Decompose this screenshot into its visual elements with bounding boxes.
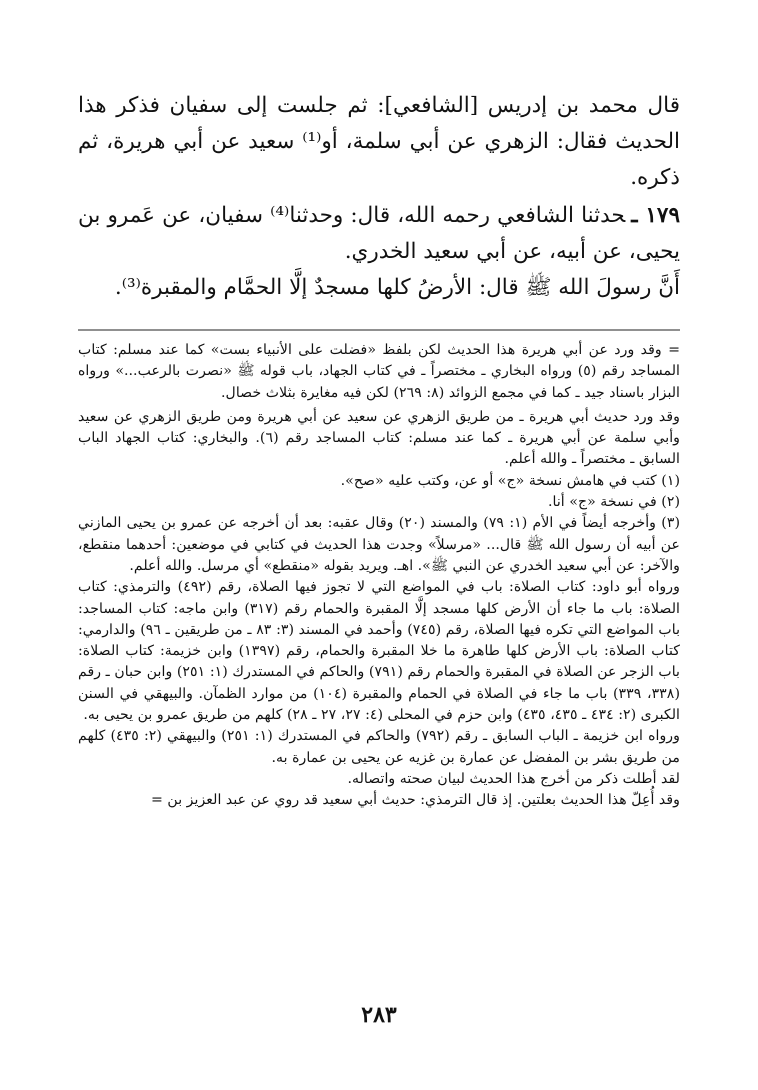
hadith-isnad: حدثنا الشافعي رحمه الله، قال: وحدثنا⁽⁴⁾ سفيان، عن عَمرو بن يحيى، عن أبيه، عن أبي سعيد الخدري.	[78, 203, 680, 264]
narration-paragraph: قال محمد بن إدريس [الشافعي]: ثم جلست إلى سفيان فذكر هذا الحديث فقال: الزهري عن أبي سلمة، أو⁽¹⁾ سعيد عن أبي هريرة، ثم ذكره.	[78, 93, 680, 190]
footnote-3-sources: ورواه أبو داود: كتاب الصلاة: باب في المواضع التي لا تجوز فيها الصلاة، رقم (٤٩٢) والترمذي: كتاب الصلاة: باب ما جاء أن الأرض كلها مسجد إلَّا المقبرة والحمام رقم (٣١٧) وابن ماجه: كتاب المساجد: باب المواضع التي تكره فيها الصلاة، رقم (٧٤٥) وأحمد في المسند (٣: ٨٣ ـ من طريقين ـ ٩٦) والدارمي: كتاب الصلاة: باب الأرض كلها طاهرة ما خلا المقبرة والحمام، رقم (١٣٩٧) وابن خزيمة: كتاب الصلاة: باب الزجر عن الصلاة في المقبرة والحمام رقم (٧٩١) والحاكم في المستدرك (١: ٢٥١) وابن حبان ـ رقم (٣٣٨، ٣٣٩) باب ما جاء في الصلاة في الحمام والمقبرة (١٠٤) من موارد الظمآن. والبيهقي في السنن الكبرى (٢: ٤٣٤ ـ ٤٣٥، ٤٣٥) وابن حزم في المحلى (٤: ٢٧، ٢٧ ـ ٢٨) كلهم من طريق عمرو بن يحيى به.	[78, 579, 681, 724]
hadith-179	[78, 198, 680, 270]
footnote-2: (٢) في نسخة «ج» أنا.	[548, 494, 680, 511]
footnotes	[78, 340, 680, 812]
footnote-continuation: = وقد ورد عن أبي هريرة هذا الحديث لكن بلفظ «فضلت على الأنبياء بست» كما عند مسلم: كتاب المساجد رقم (٥) ورواه البخاري ـ مختصراً ـ في كتاب الجهاد، باب قوله ﷺ «نصرت بالرعب...» ورواه البزار باسناد جيد ـ كما في مجمع الزوائد (٨: ٢٦٩) لكن فيه مغايرة بثلاث خصال.	[78, 342, 680, 401]
footnote-separator	[78, 329, 680, 331]
footnote-continuation: وقد ورد حديث أبي هريرة ـ من طريق الزهري عن سعيد عن أبي هريرة ومن طريق الزهري عن سعيد وأبي سلمة عن أبي هريرة ـ كما عند مسلم: كتاب المساجد رقم (٦). والبخاري: كتاب الجهاد الباب السابق ـ مختصراً ـ والله أعلم.	[78, 408, 680, 468]
hadith-matn: أَنَّ رسولَ الله ﷺ قال: الأرضُ كلها مسجدٌ إلَّا الحمَّام والمقبرة⁽³⁾.	[114, 275, 680, 300]
page-number: ٢٨٣	[361, 1002, 397, 1028]
footnote-3: (٣) وأخرجه أيضاً في الأم (١: ٧٩) والمسند (٢٠) وقال عقبه: بعد أن أخرجه عن عمرو بن يحيى المازني عن أبيه أن رسول الله ﷺ قال... «مرسلاً» وجدت هذا الحديث في كتابي في موضعين: أحدهما منقطع، والآخر: عن أبي سعيد الخدري عن النبي ﷺ». اهـ. ويريد بقوله «منقطع» أي مرسل. والله أعلم.	[78, 515, 681, 574]
footnote-3-note: وقد أُعِلّ هذا الحديث بعلتين. إذ قال الترمذي: حديث أبي سعيد قد روي عن عبد العزيز بن =	[151, 792, 680, 809]
footnote-1: (١) كتب في هامش نسخة «ج» أو عن، وكتب عليه «صح».	[340, 472, 680, 489]
footnote-3-note: لقد أطلت ذكر من أخرج هذا الحديث لبيان صحته واتصاله.	[347, 770, 680, 787]
hadith-number: ١٧٩ ـ	[631, 203, 680, 228]
main-text	[78, 88, 680, 306]
footnote-3-sources: ورواه ابن خزيمة ـ الباب السابق ـ رقم (٧٩٢) والحاكم في المستدرك (١: ٢٥١) والبيهقي (٢: ٤٣٥) كلهم من طريق بشر بن المفضل عن عمارة بن غزيه عن يحيى بن عمارة به.	[78, 728, 681, 766]
